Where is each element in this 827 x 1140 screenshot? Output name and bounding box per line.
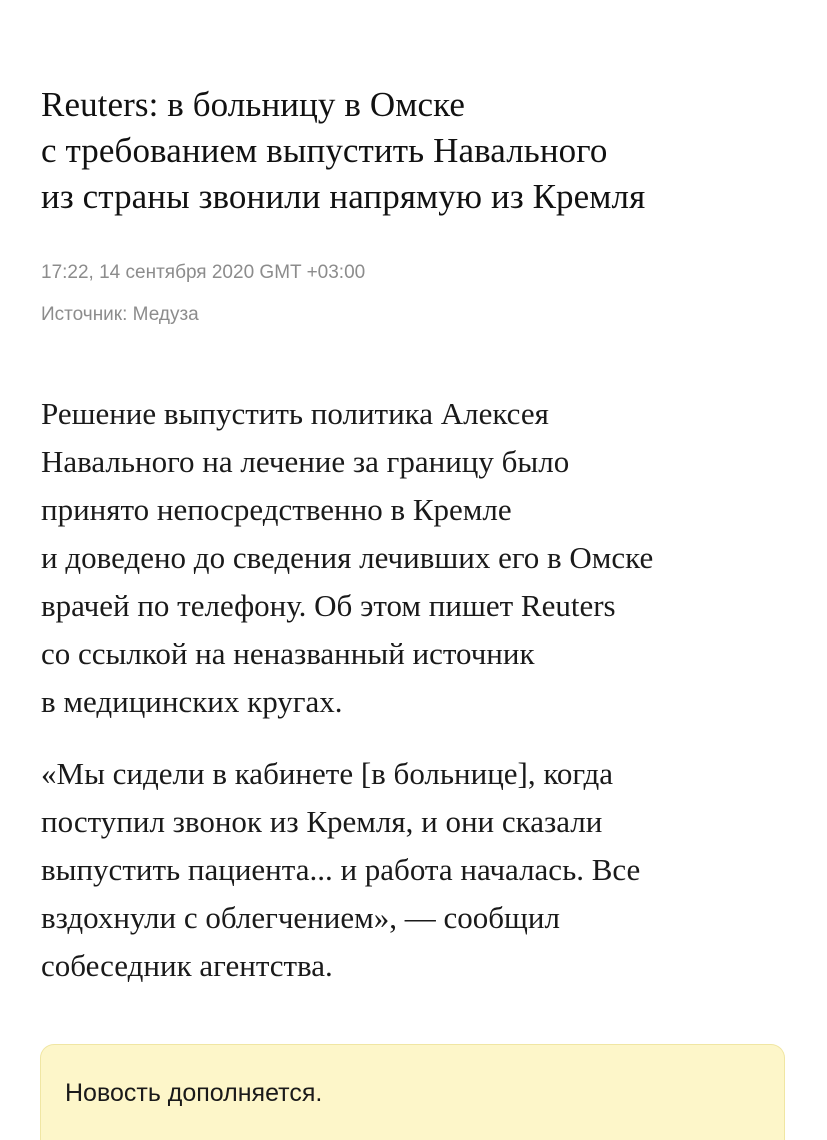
paragraph-line: собеседник агентства.	[41, 948, 333, 983]
paragraph-line: поступил звонок из Кремля, и они сказали	[41, 804, 603, 839]
article-body	[41, 390, 801, 990]
article-quote-paragraph	[41, 750, 801, 990]
paragraph-line: Навального на лечение за границу было	[41, 444, 570, 479]
paragraph-line: со ссылкой на неназванный источник	[41, 636, 535, 671]
paragraph-line: и доведено до сведения лечивших его в Омске	[41, 540, 654, 575]
paragraph-line: Решение выпустить политика Алексея	[41, 396, 549, 431]
headline-line: из страны звонили напрямую из Кремля	[41, 177, 646, 216]
paragraph-line: врачей по телефону. Об этом пишет Reuters	[41, 588, 616, 623]
update-notice-text: Новость дополняется.	[65, 1079, 323, 1107]
paragraph-line: «Мы сидели в кабинете [в больнице], когда	[41, 756, 614, 791]
article-meta	[41, 262, 801, 326]
headline-line: с требованием выпустить Навального	[41, 131, 608, 170]
article-headline	[41, 82, 801, 220]
paragraph-line: принято непосредственно в Кремле	[41, 492, 512, 527]
paragraph-line: выпустить пациента... и работа началась. Все	[41, 852, 641, 887]
article-timestamp: 17:22, 14 сентября 2020 GMT +03:00	[41, 262, 366, 283]
headline-line: Reuters: в больницу в Омске	[41, 85, 465, 124]
article-source: Источник: Медуза	[41, 304, 199, 325]
article	[41, 82, 801, 990]
article-paragraph	[41, 390, 801, 726]
update-notice	[40, 1044, 785, 1140]
paragraph-line: в медицинских кругах.	[41, 684, 343, 719]
paragraph-line: вздохнули с облегчением», — сообщил	[41, 900, 560, 935]
